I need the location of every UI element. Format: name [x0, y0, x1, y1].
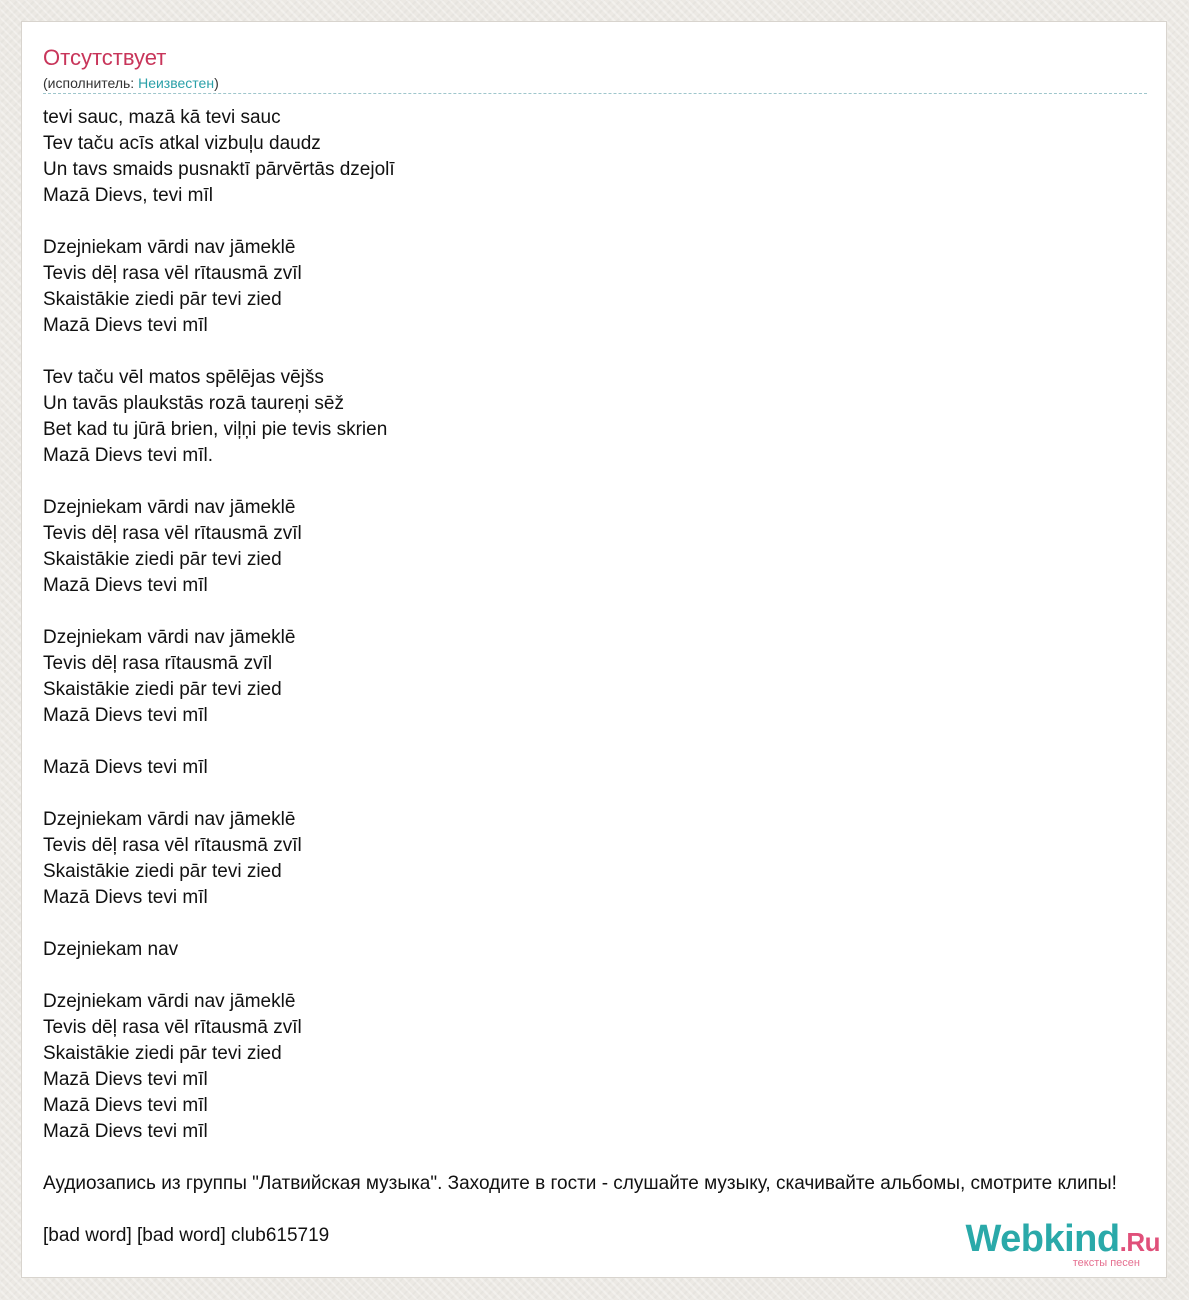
lyric-blank-line	[43, 469, 1189, 495]
lyric-line: Tevis dēļ rasa vēl rītausmā zvīl	[43, 835, 302, 856]
lyric-line: Mazā Dievs tevi mīl	[43, 575, 208, 596]
lyric-line: Mazā Dievs tevi mīl	[43, 315, 208, 336]
logo-brand: Webkind	[965, 1218, 1120, 1260]
lyric-blank-line	[43, 209, 1189, 235]
lyric-line: Tevis dēļ rasa vēl rītausmā zvīl	[43, 263, 302, 284]
lyric-line: Mazā Dievs tevi mīl.	[43, 445, 213, 466]
lyric-line: Dzejniekam vārdi nav jāmeklē	[43, 627, 296, 648]
lyric-line: Tev taču vēl matos spēlējas vējšs	[43, 367, 324, 388]
lyric-line: Tevis dēļ rasa vēl rītausmā zvīl	[43, 523, 302, 544]
lyric-line: Tevis dēļ rasa vēl rītausmā zvīl	[43, 1017, 302, 1038]
webkind-logo[interactable]	[965, 1218, 1160, 1271]
logo-tld: .Ru	[1119, 1227, 1160, 1257]
lyric-line: Mazā Dievs tevi mīl	[43, 1069, 208, 1090]
lyric-line: Mazā Dievs tevi mīl	[43, 1121, 208, 1142]
lyric-line: tevi sauc, mazā kā tevi sauc	[43, 107, 281, 128]
lyric-line: Dzejniekam vārdi nav jāmeklē	[43, 991, 296, 1012]
lyric-line: Mazā Dievs tevi mīl	[43, 757, 208, 778]
lyric-line: Mazā Dievs, tevi mīl	[43, 185, 213, 206]
artist-line	[43, 74, 219, 92]
lyric-line: Tev taču acīs atkal vizbuļu daudz	[43, 133, 321, 154]
lyric-line: Аудиозапись из группы "Латвийская музыка". Заходите в гости - слушайте музыку, скачивайте альбомы, смотрите клипы!	[43, 1173, 1117, 1194]
lyric-line: [bad word] [bad word] club615719	[43, 1225, 330, 1246]
lyric-blank-line	[43, 729, 1189, 755]
lyric-blank-line	[43, 1145, 1189, 1171]
lyric-line: Bet kad tu jūrā brien, viļņi pie tevis skrien	[43, 419, 388, 440]
lyric-line: Un tavs smaids pusnaktī pārvērtās dzejolī	[43, 159, 395, 180]
artist-suffix: )	[214, 75, 219, 91]
lyric-line: Mazā Dievs tevi mīl	[43, 705, 208, 726]
lyric-blank-line	[43, 781, 1189, 807]
song-title: Отсутствует	[43, 45, 167, 70]
lyric-line: Skaistākie ziedi pār tevi zied	[43, 549, 282, 570]
lyric-blank-line	[43, 963, 1189, 989]
artist-prefix: (исполнитель:	[43, 75, 139, 91]
lyrics-text	[43, 105, 1189, 1249]
lyric-line: Dzejniekam vārdi nav jāmeklē	[43, 237, 296, 258]
lyric-line: Dzejniekam vārdi nav jāmeklē	[43, 809, 296, 830]
lyric-line: Skaistākie ziedi pār tevi zied	[43, 861, 282, 882]
lyrics-card	[21, 21, 1167, 1278]
lyric-blank-line	[43, 911, 1189, 937]
lyric-blank-line	[43, 599, 1189, 625]
logo-tagline: тексты песен	[1072, 1257, 1140, 1269]
lyric-line: Tevis dēļ rasa rītausmā zvīl	[43, 653, 273, 674]
lyric-line: Dzejniekam vārdi nav jāmeklē	[43, 497, 296, 518]
lyric-line: Skaistākie ziedi pār tevi zied	[43, 679, 282, 700]
lyric-line: Skaistākie ziedi pār tevi zied	[43, 289, 282, 310]
lyric-line: Un tavās plaukstās rozā taureņi sēž	[43, 393, 344, 414]
title-divider	[43, 93, 1147, 94]
lyric-line: Skaistākie ziedi pār tevi zied	[43, 1043, 282, 1064]
lyric-line: Dzejniekam nav	[43, 939, 179, 960]
lyric-line: Mazā Dievs tevi mīl	[43, 887, 208, 908]
logo-wordmark	[965, 1219, 1160, 1262]
lyric-blank-line	[43, 339, 1189, 365]
lyric-line: Mazā Dievs tevi mīl	[43, 1095, 208, 1116]
artist-link[interactable]: Неизвестен	[138, 75, 215, 91]
